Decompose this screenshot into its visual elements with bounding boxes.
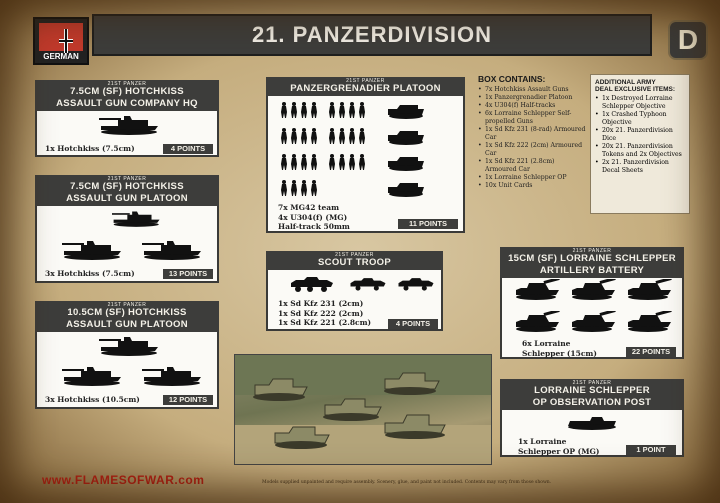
list-item: • 6x Lorraine Schlepper Self-propelled Guns: [478, 110, 586, 126]
points-badge: 1 POINT: [626, 445, 676, 455]
lorraine-schlepper-icon: [570, 311, 618, 333]
card-header: [266, 251, 443, 270]
desc-line: 1x Sd Kfz 221 (2.8cm): [278, 318, 372, 327]
card-header: [35, 80, 219, 111]
list-item: • 1x Sd Kfz 222 (2cm) Armoured Car: [478, 142, 586, 158]
card-super: 21ST PANZER: [107, 302, 147, 308]
hotchkiss-silhouette-icon: [62, 237, 124, 261]
lorraine-schlepper-icon: [514, 279, 562, 301]
points-badge: 12 POINTS: [163, 395, 213, 405]
infantry-team-icon: [328, 127, 372, 145]
points-badge: 13 POINTS: [163, 269, 213, 279]
exclusive-items-box: [590, 74, 690, 214]
card-artillery-battery: [500, 247, 684, 359]
lorraine-schlepper-icon: [514, 311, 562, 333]
german-flag-icon: [33, 17, 89, 65]
card-scout-troop: [266, 251, 443, 331]
card-description: 1x Hotchkiss (7.5cm): [45, 144, 135, 153]
exclusive-heading-line1: ADDITIONAL ARMY: [595, 79, 656, 86]
page-title: 21. PANZERDIVISION: [251, 22, 493, 47]
card-title-line1: 7.5CM (SF) HOTCHKISS: [70, 86, 184, 97]
desc-line: Half-track 50mm: [278, 222, 350, 231]
list-item: • 20x 21. Panzerdivision Tokens and 2x Objectives: [595, 143, 685, 159]
card-description: 3x Hotchkiss (7.5cm): [45, 269, 135, 278]
list-item: • 10x Unit Cards: [478, 182, 586, 190]
card-panzergrenadier-platoon: [266, 77, 465, 233]
footer-disclaimer: Models supplied unpainted and require assembly. Scenery, glue, and paint not included. Contents may vary from those shown.: [262, 480, 552, 485]
infantry-team-icon: [280, 127, 324, 145]
list-item: • 7x Hotchkiss Assault Guns: [478, 86, 586, 94]
card-description: [278, 203, 350, 232]
armoured-car-silhouette-icon: [396, 275, 436, 293]
armoured-car-silhouette-icon: [348, 275, 388, 293]
points-badge: 22 POINTS: [626, 347, 676, 357]
card-title-line2: ASSAULT GUN COMPANY HQ: [56, 98, 198, 109]
list-item: • 20x 21. Panzerdivision Dice: [595, 127, 685, 143]
lorraine-op-silhouette-icon: [566, 413, 618, 431]
list-item: • 1x Sd Kfz 231 (8-rad) Armoured Car: [478, 126, 586, 142]
hotchkiss-silhouette-icon: [62, 363, 124, 387]
hotchkiss-silhouette-icon: [99, 112, 161, 136]
desc-line: Schlepper OP (MG): [518, 446, 600, 456]
card-super: 21ST PANZER: [107, 81, 147, 87]
box-contents: [478, 74, 586, 190]
d-day-badge: [668, 20, 708, 60]
desc-line: Schlepper (15cm): [522, 348, 597, 358]
half-track-silhouette-icon: [386, 179, 426, 197]
desc-line: 1x Sd Kfz 231 (2cm): [278, 299, 364, 308]
card-title-line1: 15CM (SF) LORRAINE SCHLEPPER: [508, 253, 676, 264]
card-super: 21ST PANZER: [335, 252, 374, 258]
half-track-silhouette-icon: [386, 127, 426, 145]
list-item: • 2x 21. Panzerdivision Decal Sheets: [595, 159, 685, 175]
card-title-line2: ASSAULT GUN PLATOON: [66, 193, 188, 204]
infantry-team-icon: [280, 101, 324, 119]
card-description: [278, 299, 371, 328]
card-header: [266, 77, 465, 96]
hotchkiss-silhouette-icon: [112, 207, 162, 229]
card-header: [35, 175, 219, 206]
lorraine-schlepper-icon: [626, 311, 674, 333]
box-items-list: [478, 86, 586, 190]
armoured-car-silhouette-icon: [288, 275, 336, 293]
card-assault-gun-platoon-105: [35, 301, 219, 409]
lorraine-schlepper-icon: [626, 279, 674, 301]
points-badge: 11 POINTS: [398, 219, 458, 229]
list-item: • 1x Destroyed Lorraine Schlepper Objective: [595, 95, 685, 111]
list-item: • 1x Crashed Typhoon Objective: [595, 111, 685, 127]
badge-letter: D: [677, 24, 699, 55]
infantry-team-icon: [280, 179, 324, 197]
card-header: [500, 379, 684, 410]
card-title-line1: PANZERGRENADIER PLATOON: [290, 83, 441, 94]
list-item: • 1x Panzergrenadier Platoon: [478, 94, 586, 102]
list-item: • 4x U304(f) Half-tracks: [478, 102, 586, 110]
card-header: [35, 301, 219, 332]
infantry-team-icon: [328, 153, 372, 171]
box-heading: BOX CONTAINS:: [478, 74, 546, 84]
card-super: 21ST PANZER: [107, 176, 147, 182]
card-assault-gun-hq: [35, 80, 219, 157]
nation-label: GERMAN: [43, 52, 79, 61]
card-super: 21ST PANZER: [572, 248, 612, 254]
website-url[interactable]: www.FLAMESOFWAR.com: [42, 473, 205, 487]
lorraine-schlepper-icon: [570, 279, 618, 301]
desc-line: 4x U304(f) (MG): [278, 212, 348, 222]
points-badge: 4 POINTS: [388, 319, 438, 329]
half-track-silhouette-icon: [386, 101, 426, 119]
exclusive-items-list: [595, 95, 685, 175]
desc-line: 1x Sd Kfz 222 (2cm): [278, 308, 364, 318]
card-title-line2: ARTILLERY BATTERY: [539, 265, 645, 276]
card-title-line1: 7.5CM (SF) HOTCHKISS: [70, 181, 184, 192]
painted-models-photo: [234, 354, 492, 465]
exclusive-heading-line2: DEAL EXCLUSIVE ITEMS:: [595, 86, 676, 93]
infantry-team-icon: [328, 101, 372, 119]
card-assault-gun-platoon-75: [35, 175, 219, 283]
card-title-line1: LORRAINE SCHLEPPER: [534, 385, 650, 396]
hotchkiss-silhouette-icon: [99, 333, 161, 357]
card-super: 21ST PANZER: [572, 380, 612, 386]
hotchkiss-silhouette-icon: [142, 363, 204, 387]
desc-line: 1x Lorraine: [518, 437, 567, 446]
list-item: • 1x Lorraine Schlepper OP: [478, 174, 586, 182]
card-title-line1: 10.5CM (SF) HOTCHKISS: [67, 307, 187, 318]
card-super: 21ST PANZER: [346, 78, 385, 84]
models-photo-image: [235, 355, 492, 465]
card-description: 3x Hotchkiss (10.5cm): [45, 395, 140, 404]
hotchkiss-silhouette-icon: [142, 237, 204, 261]
cross-emblem-icon: [59, 29, 73, 53]
card-description: [522, 339, 597, 358]
card-header: [500, 247, 684, 278]
infantry-team-icon: [280, 153, 324, 171]
card-title-line2: OP OBSERVATION POST: [532, 397, 652, 408]
card-description: [518, 437, 599, 456]
war-ensign: [39, 23, 83, 51]
points-badge: 4 POINTS: [163, 144, 213, 154]
desc-line: 7x MG42 team: [278, 203, 340, 212]
card-title-line1: SCOUT TROOP: [318, 257, 391, 268]
half-track-silhouette-icon: [386, 153, 426, 171]
desc-line: 6x Lorraine: [522, 339, 571, 348]
card-observation-post: [500, 379, 684, 457]
card-title-line2: ASSAULT GUN PLATOON: [66, 319, 188, 330]
list-item: • 1x Sd Kfz 221 (2.8cm) Armoured Car: [478, 158, 586, 174]
